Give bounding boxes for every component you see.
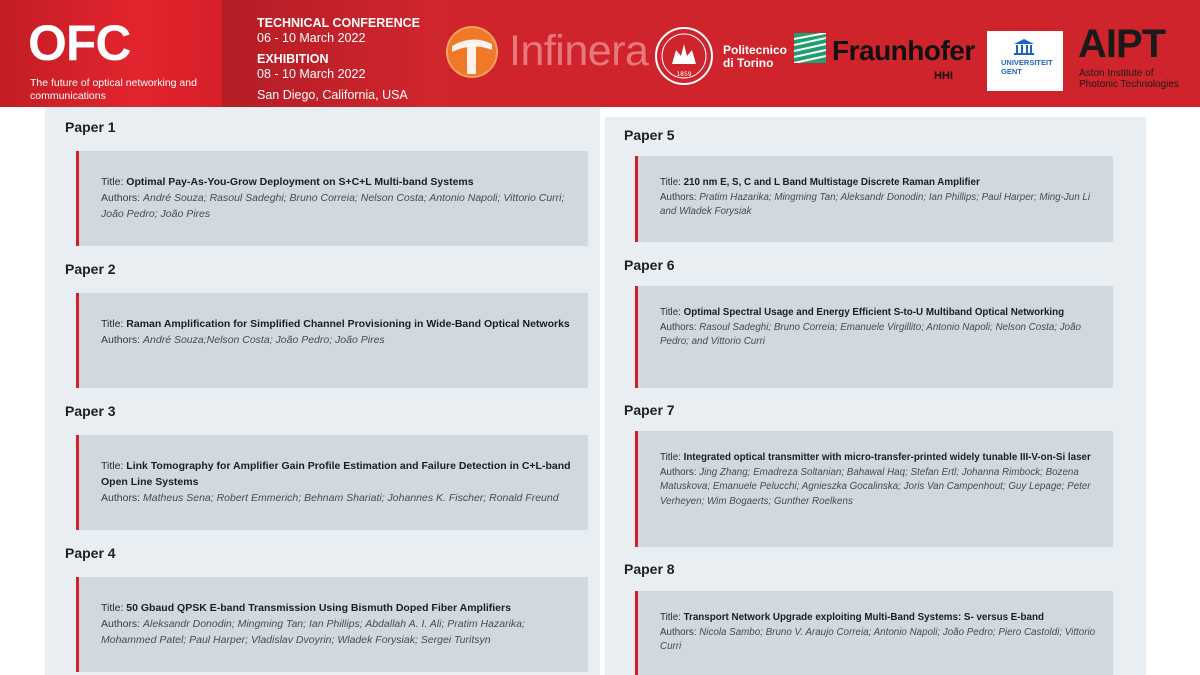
title-label: Title:	[660, 307, 684, 318]
authors-label: Authors:	[660, 626, 700, 638]
event-header-banner	[0, 0, 1200, 107]
papers-column-left	[45, 107, 600, 675]
fraunhofer-logo-icon	[794, 33, 826, 63]
authors-label: Authors:	[101, 492, 144, 504]
title-label: Title:	[101, 318, 127, 330]
paper-heading: Paper 2	[65, 261, 116, 277]
polito-line1: Politecnico	[723, 43, 788, 57]
infinera-logo-icon	[446, 26, 498, 78]
title-label: Title:	[101, 602, 127, 614]
paper-card[interactable]	[635, 286, 1113, 388]
paper-title: Raman Amplification for Simplified Channel Provisioning in Wide-Band Optical Networks	[126, 318, 570, 330]
paper-heading: Paper 7	[624, 402, 675, 418]
paper-title: 210 nm E, S, C and L Band Multistage Discrete Raman Amplifier	[683, 177, 980, 188]
paper-heading: Paper 6	[624, 257, 675, 273]
paper-authors: Aleksandr Donodin; Mingming Tan; Ian Phillips; Abdallah A. I. Ali; Pratim Hazarika; Mohammed Patel; Paul Harper; Vladislav Dvoyrin; Wladek Forysiak; Sergei Turitsyn	[101, 618, 525, 646]
paper-heading: Paper 1	[65, 119, 116, 135]
ugent-line2: GENT	[1001, 66, 1022, 76]
paper-authors: Rasoul Sadeghi; Bruno Correia; Emanuele Virgillito; Antonio Napoli; Nelson Costa; João Pedro; and Vittorio Curri	[660, 321, 1081, 347]
title-label: Title:	[101, 176, 127, 188]
paper-card[interactable]	[76, 151, 588, 246]
conference-label: TECHNICAL CONFERENCE	[257, 16, 420, 30]
title-label: Title:	[660, 452, 684, 463]
authors-label: Authors:	[660, 321, 700, 333]
title-label: Title:	[660, 612, 684, 623]
title-label: Title:	[101, 460, 127, 472]
paper-title: Integrated optical transmitter with micro-transfer-printed widely tunable III-V-on-Si laser	[683, 452, 1091, 463]
paper-card[interactable]	[76, 577, 588, 672]
paper-heading: Paper 4	[65, 545, 116, 561]
aipt-sub-line2: Photonic Technologies	[1079, 79, 1179, 90]
ofc-logo[interactable]: OFC	[28, 15, 131, 71]
paper-card[interactable]	[76, 435, 588, 530]
infinera-logo[interactable]: Infinera	[509, 27, 649, 75]
polito-line2: di Torino	[723, 56, 774, 70]
ugent-line1: UNIVERSITEIT	[1001, 58, 1053, 67]
paper-authors: Matheus Sena; Robert Emmerich; Behnam Shariati; Johannes K. Fischer; Ronald Freund	[143, 492, 559, 504]
authors-label: Authors:	[101, 618, 144, 630]
ofc-brand-block	[0, 0, 222, 107]
fraunhofer-sub: HHI	[934, 70, 953, 82]
paper-card[interactable]	[635, 591, 1113, 675]
paper-authors: André Souza;Nelson Costa; João Pedro; João Pires	[143, 334, 385, 346]
authors-label: Authors:	[660, 191, 700, 203]
paper-card[interactable]	[635, 431, 1113, 547]
paper-card[interactable]	[76, 293, 588, 388]
title-label: Title:	[660, 177, 684, 188]
paper-authors: Pratim Hazarika; Mingming Tan; Aleksandr Donodin; Ian Phillips; Paul Harper; Ming-Jun Li and Wladek Forysiak	[660, 191, 1091, 217]
fraunhofer-logo[interactable]: Fraunhofer	[832, 35, 975, 66]
ugent-building-icon	[1013, 38, 1035, 56]
paper-heading: Paper 8	[624, 561, 675, 577]
ugent-logo[interactable]	[987, 31, 1063, 91]
aipt-sub-line1: Aston Institute of	[1079, 68, 1154, 79]
paper-authors: Jing Zhang; Emadreza Soltanian; Bahawal Haq; Stefan Ertl; Johanna Rimbock; Bozena Matuskova; Emanuele Pelucchi; Agnieszka Gocalinska; Joris Van Campenhout; Guy Lepage; Peter Verheyen; Wim Bogaerts; Gunther Roelkens	[660, 466, 1091, 507]
authors-label: Authors:	[101, 192, 144, 204]
aipt-subtitle	[1079, 68, 1179, 90]
exhibition-dates: 08 - 10 March 2022	[257, 67, 366, 81]
authors-label: Authors:	[101, 334, 144, 346]
exhibition-label: EXHIBITION	[257, 52, 329, 66]
authors-label: Authors:	[660, 466, 700, 478]
event-location: San Diego, California, USA	[257, 88, 408, 102]
paper-heading: Paper 3	[65, 403, 116, 419]
paper-heading: Paper 5	[624, 127, 675, 143]
paper-authors: André Souza; Rasoul Sadeghi; Bruno Correia; Nelson Costa; Antonio Napoli; Vittorio Curri; João Pedro; João Pires	[101, 192, 565, 220]
polito-seal-icon	[654, 26, 714, 86]
svg-text:1859: 1859	[676, 71, 692, 78]
paper-title: Optimal Spectral Usage and Energy Efficient S-to-U Multiband Optical Networking	[683, 307, 1065, 318]
ofc-tagline: The future of optical networking and communications	[30, 77, 197, 102]
polito-logo[interactable]	[723, 44, 787, 70]
paper-title: Optimal Pay-As-You-Grow Deployment on S+C+L Multi-band Systems	[126, 176, 474, 188]
paper-authors: Nicola Sambo; Bruno V. Araujo Correia; Antonio Napoli; João Pedro; Piero Castoldi; Vittorio Curri	[660, 626, 1096, 652]
paper-title: Transport Network Upgrade exploiting Multi-Band Systems: S- versus E-band	[683, 612, 1044, 623]
aipt-logo[interactable]: AIPT	[1078, 22, 1166, 66]
paper-title: 50 Gbaud QPSK E-band Transmission Using Bismuth Doped Fiber Amplifiers	[126, 602, 511, 614]
conference-info	[222, 0, 446, 107]
paper-card[interactable]	[635, 156, 1113, 242]
conference-dates: 06 - 10 March 2022	[257, 31, 366, 45]
papers-column-right	[605, 117, 1146, 675]
paper-title: Link Tomography for Amplifier Gain Profile Estimation and Failure Detection in C+L-band Open Line Systems	[101, 460, 571, 488]
